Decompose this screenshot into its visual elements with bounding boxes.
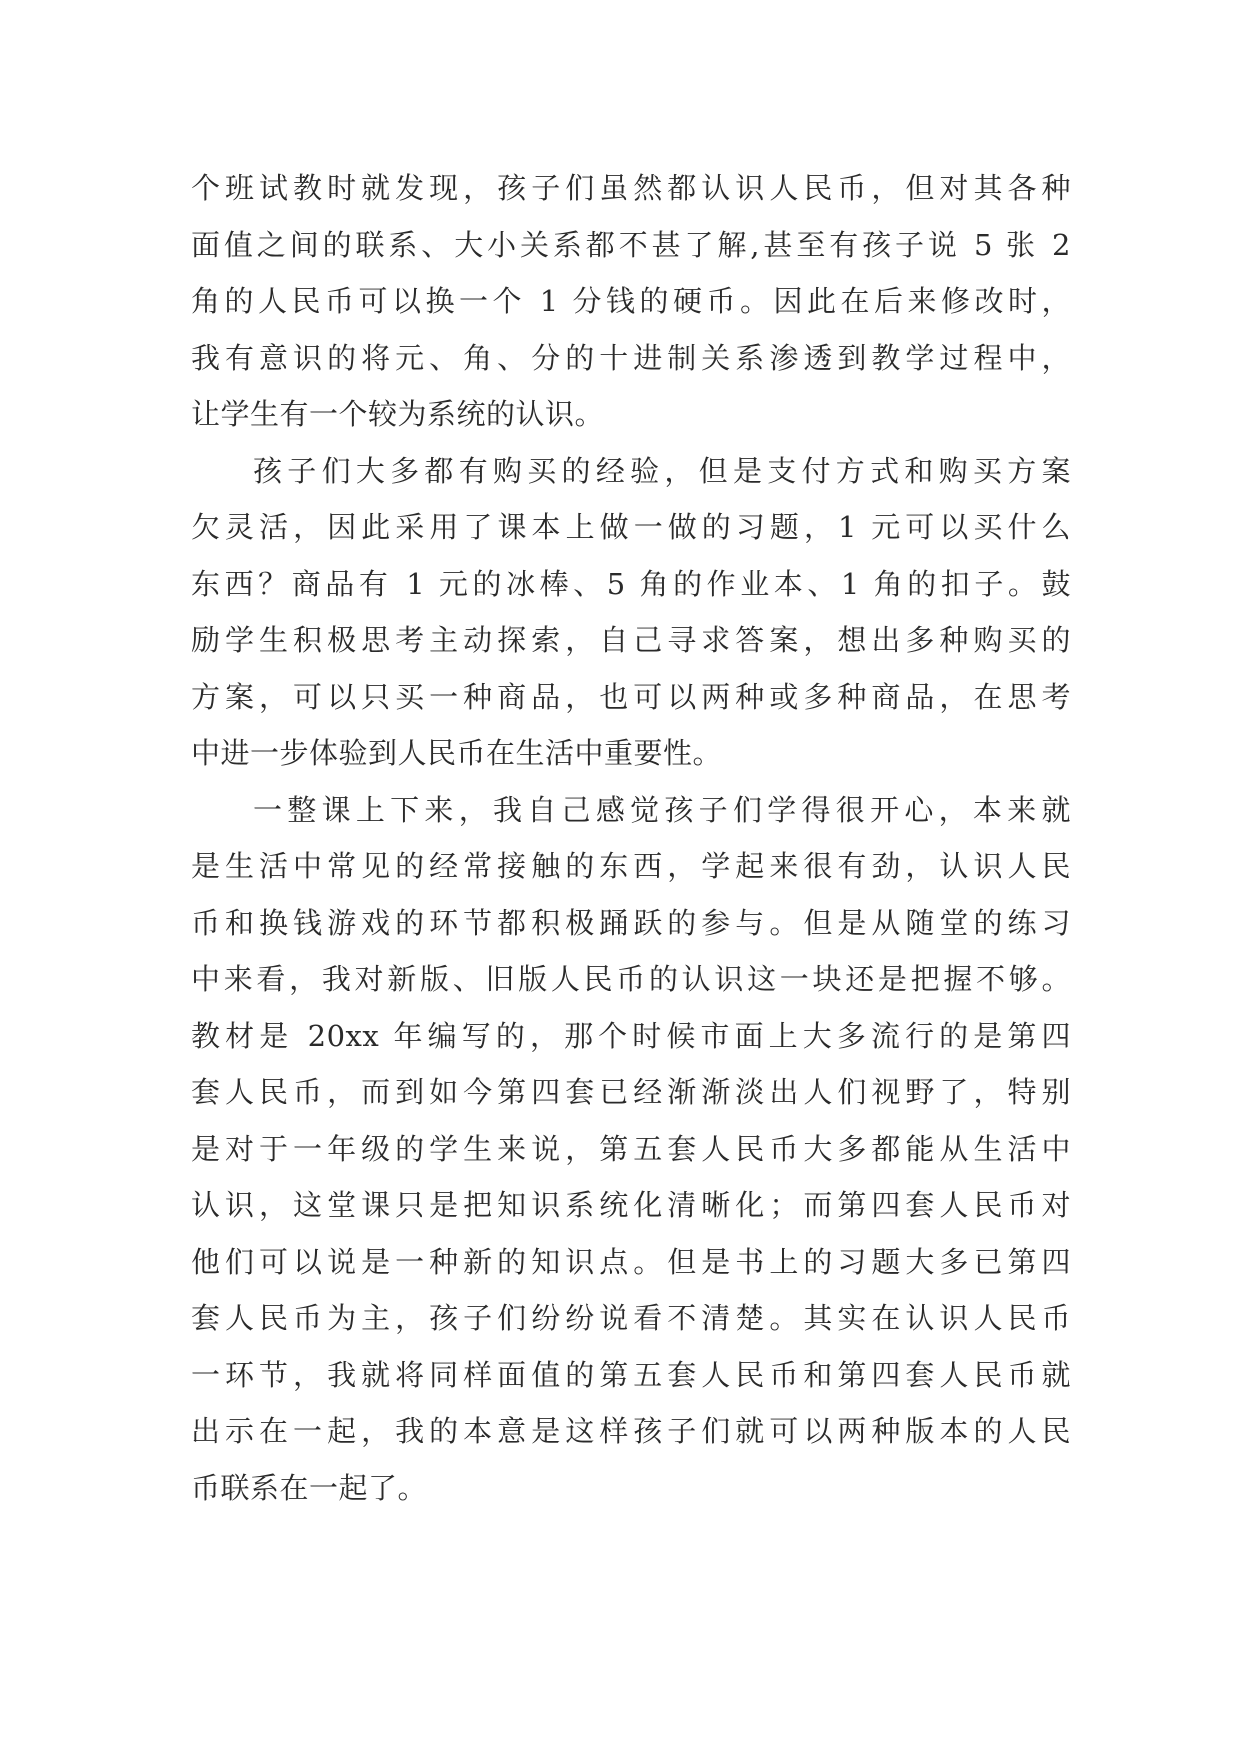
text-line: 角的人民币可以换一个 1 分钱的硬币。因此在后来修改时， [191, 284, 1071, 318]
paragraph-1 [191, 160, 1071, 443]
text-line: 欠灵活，因此采用了课本上做一做的习题，1 元可以买什么 [191, 510, 1071, 544]
text-line: 是生活中常见的经常接触的东西，学起来很有劲，认识人民 [191, 849, 1071, 883]
text-line: 孩子们大多都有购买的经验，但是支付方式和购买方案 [253, 453, 1071, 488]
text-line: 个班试教时就发现，孩子们虽然都认识人民币，但对其各种 [191, 171, 1071, 205]
text-line: 币和换钱游戏的环节都积极踊跃的参与。但是从随堂的练习 [191, 905, 1071, 940]
text-line: 套人民币为主，孩子们纷纷说看不清楚。其实在认识人民币 [191, 1301, 1071, 1335]
text-line: 认识，这堂课只是把知识系统化清晰化；而第四套人民币对 [191, 1188, 1071, 1222]
text-line: 面值之间的联系、大小关系都不甚了解,甚至有孩子说 5 张 2 [191, 227, 1071, 262]
text-line: 方案，可以只买一种商品，也可以两种或多种商品，在思考 [191, 679, 1071, 714]
text-line: 东西？商品有 1 元的冰棒、5 角的作业本、1 角的扣子。鼓 [191, 566, 1071, 601]
text-line: 一环节，我就将同样面值的第五套人民币和第四套人民币就 [191, 1357, 1071, 1392]
text-line: 出示在一起，我的本意是这样孩子们就可以两种版本的人民 [191, 1414, 1071, 1448]
text-line: 中来看，我对新版、旧版人民币的认识这一块还是把握不够。 [191, 962, 1071, 996]
text-line: 套人民币，而到如今第四套已经渐渐淡出人们视野了，特别 [191, 1075, 1071, 1109]
text-line: 让学生有一个较为系统的认识。 [191, 397, 605, 431]
text-line: 币联系在一起了。 [191, 1470, 428, 1505]
text-line: 一整课上下来，我自己感觉孩子们学得很开心，本来就 [253, 792, 1071, 827]
text-line: 中进一步体验到人民币在生活中重要性。 [191, 736, 723, 770]
text-line: 他们可以说是一种新的知识点。但是书上的习题大多已第四 [191, 1244, 1071, 1279]
text-line: 是对于一年级的学生来说，第五套人民币大多都能从生活中 [191, 1131, 1071, 1166]
text-line: 教材是 20xx 年编写的，那个时候市面上大多流行的是第四 [191, 1018, 1071, 1053]
paragraph-3 [191, 782, 1071, 1517]
paragraph-2 [191, 443, 1071, 782]
text-line: 我有意识的将元、角、分的十进制关系渗透到教学过程中， [191, 340, 1071, 375]
text-line: 励学生积极思考主动探索，自己寻求答案，想出多种购买的 [191, 623, 1071, 657]
document-body [191, 160, 1071, 1516]
